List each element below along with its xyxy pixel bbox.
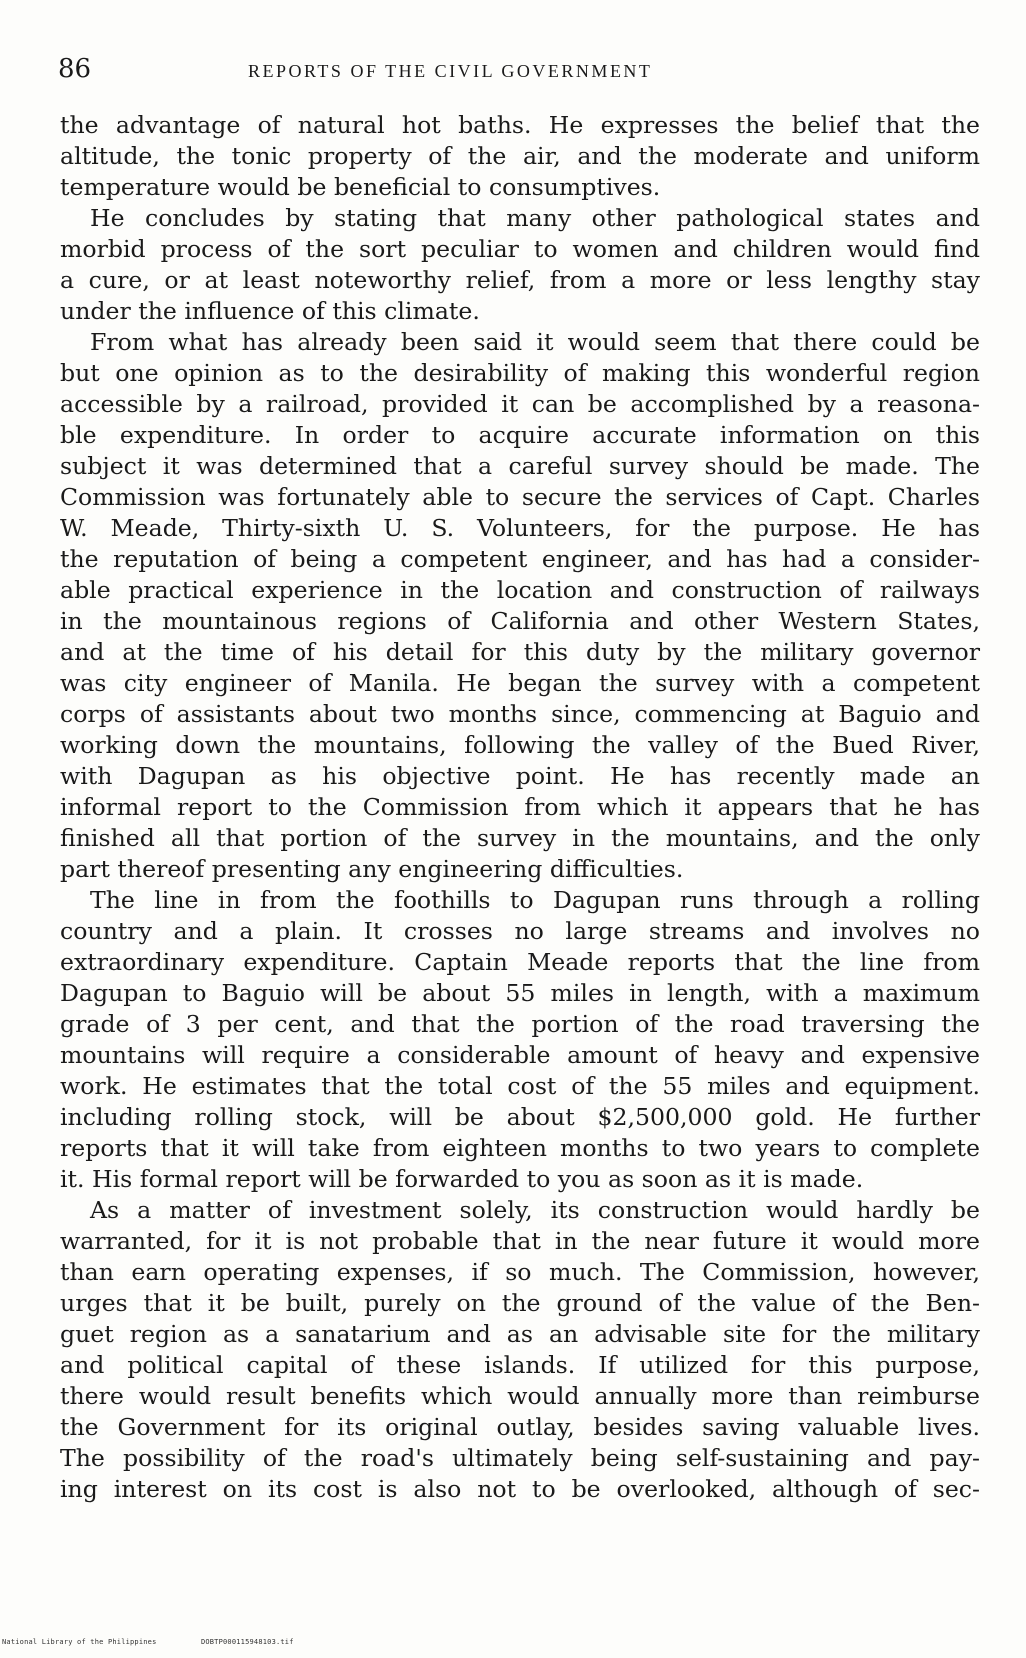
text-line: Commission was fortunately able to secure the services of Capt. Charles [60,483,980,511]
text-line: in the mountainous regions of California and other Western States, [60,607,980,635]
text-line: than earn operating expenses, if so much. The Commission, however, [60,1258,980,1286]
text-line: under the influence of this climate. [60,297,480,325]
text-line: able practical experience in the location and construction of railways [60,576,980,604]
text-line: warranted, for it is not probable that in the near future it would more [60,1227,980,1255]
text-line: a cure, or at least noteworthy relief, from a more or less lengthy stay [60,266,980,294]
text-line: reports that it will take from eighteen months to two years to complete [60,1134,980,1162]
text-line: was city engineer of Manila. He began the survey with a competent [60,669,980,697]
text-line: W. Meade, Thirty-sixth U. S. Volunteers, for the purpose. He has [60,514,980,542]
text-line: guet region as a sanatarium and as an advisable site for the military [60,1320,980,1348]
text-line: As a matter of investment solely, its construction would hardly be [90,1196,980,1224]
scan-file-id: DOBTP000115948103.tif [200,1638,294,1646]
text-line: with Dagupan as his objective point. He has recently made an [60,762,980,790]
text-line: From what has already been said it would seem that there could be [90,328,980,356]
text-line: finished all that portion of the survey in the mountains, and the only [60,824,980,852]
text-line: the advantage of natural hot baths. He expresses the belief that the [60,111,980,139]
text-line: ing interest on its cost is also not to be overlooked, although of sec- [60,1475,980,1503]
text-line: He concludes by stating that many other pathological states and [90,204,980,232]
text-line: grade of 3 per cent, and that the portion of the road traversing the [60,1010,980,1038]
text-line: but one opinion as to the desirability of making this wonderful region [60,359,980,387]
text-line: urges that it be built, purely on the ground of the value of the Ben- [60,1289,980,1317]
text-line: and political capital of these islands. If utilized for this purpose, [60,1351,980,1379]
text-line: and at the time of his detail for this duty by the military governor [60,638,980,666]
running-head: REPORTS OF THE CIVIL GOVERNMENT [248,61,653,81]
text-line: there would result benefits which would annually more than reimburse [60,1382,980,1410]
paper-texture [0,0,30,60]
text-line: corps of assistants about two months since, commencing at Baguio and [60,700,980,728]
text-line: morbid process of the sort peculiar to women and children would find [60,235,980,263]
page-header [58,54,774,88]
scan-footer [2,1638,294,1646]
text-line: mountains will require a considerable amount of heavy and expensive [60,1041,980,1069]
text-line: country and a plain. It crosses no large streams and involves no [60,917,980,945]
text-line: altitude, the tonic property of the air, and the moderate and uniform [60,142,980,170]
text-line: subject it was determined that a careful survey should be made. The [60,452,980,480]
text-line: part thereof presenting any engineering difficulties. [60,855,684,883]
library-credit: National Library of the Philippines [2,1638,157,1646]
text-line: working down the mountains, following the valley of the Bued River, [60,731,980,759]
text-line: The possibility of the road's ultimately being self-sustaining and pay- [60,1444,980,1472]
text-line: The line in from the foothills to Dagupan runs through a rolling [90,886,980,914]
text-line: the reputation of being a competent engineer, and has had a consider- [60,545,980,573]
body-text [60,110,980,1505]
text-line: the Government for its original outlay, besides saving valuable lives. [60,1413,980,1441]
text-line: informal report to the Commission from which it appears that he has [60,793,980,821]
text-line: ble expenditure. In order to acquire accurate information on this [60,421,980,449]
text-line: temperature would be beneficial to consumptives. [60,173,661,201]
text-line: including rolling stock, will be about $2,500,000 gold. He further [60,1103,980,1131]
text-line: it. His formal report will be forwarded to you as soon as it is made. [60,1165,864,1193]
text-line: accessible by a railroad, provided it can be accomplished by a reasona- [60,390,980,418]
page-number: 86 [58,54,92,84]
text-line: work. He estimates that the total cost of the 55 miles and equipment. [60,1072,980,1100]
text-line: extraordinary expenditure. Captain Meade reports that the line from [60,948,980,976]
text-line: Dagupan to Baguio will be about 55 miles in length, with a maximum [60,979,980,1007]
